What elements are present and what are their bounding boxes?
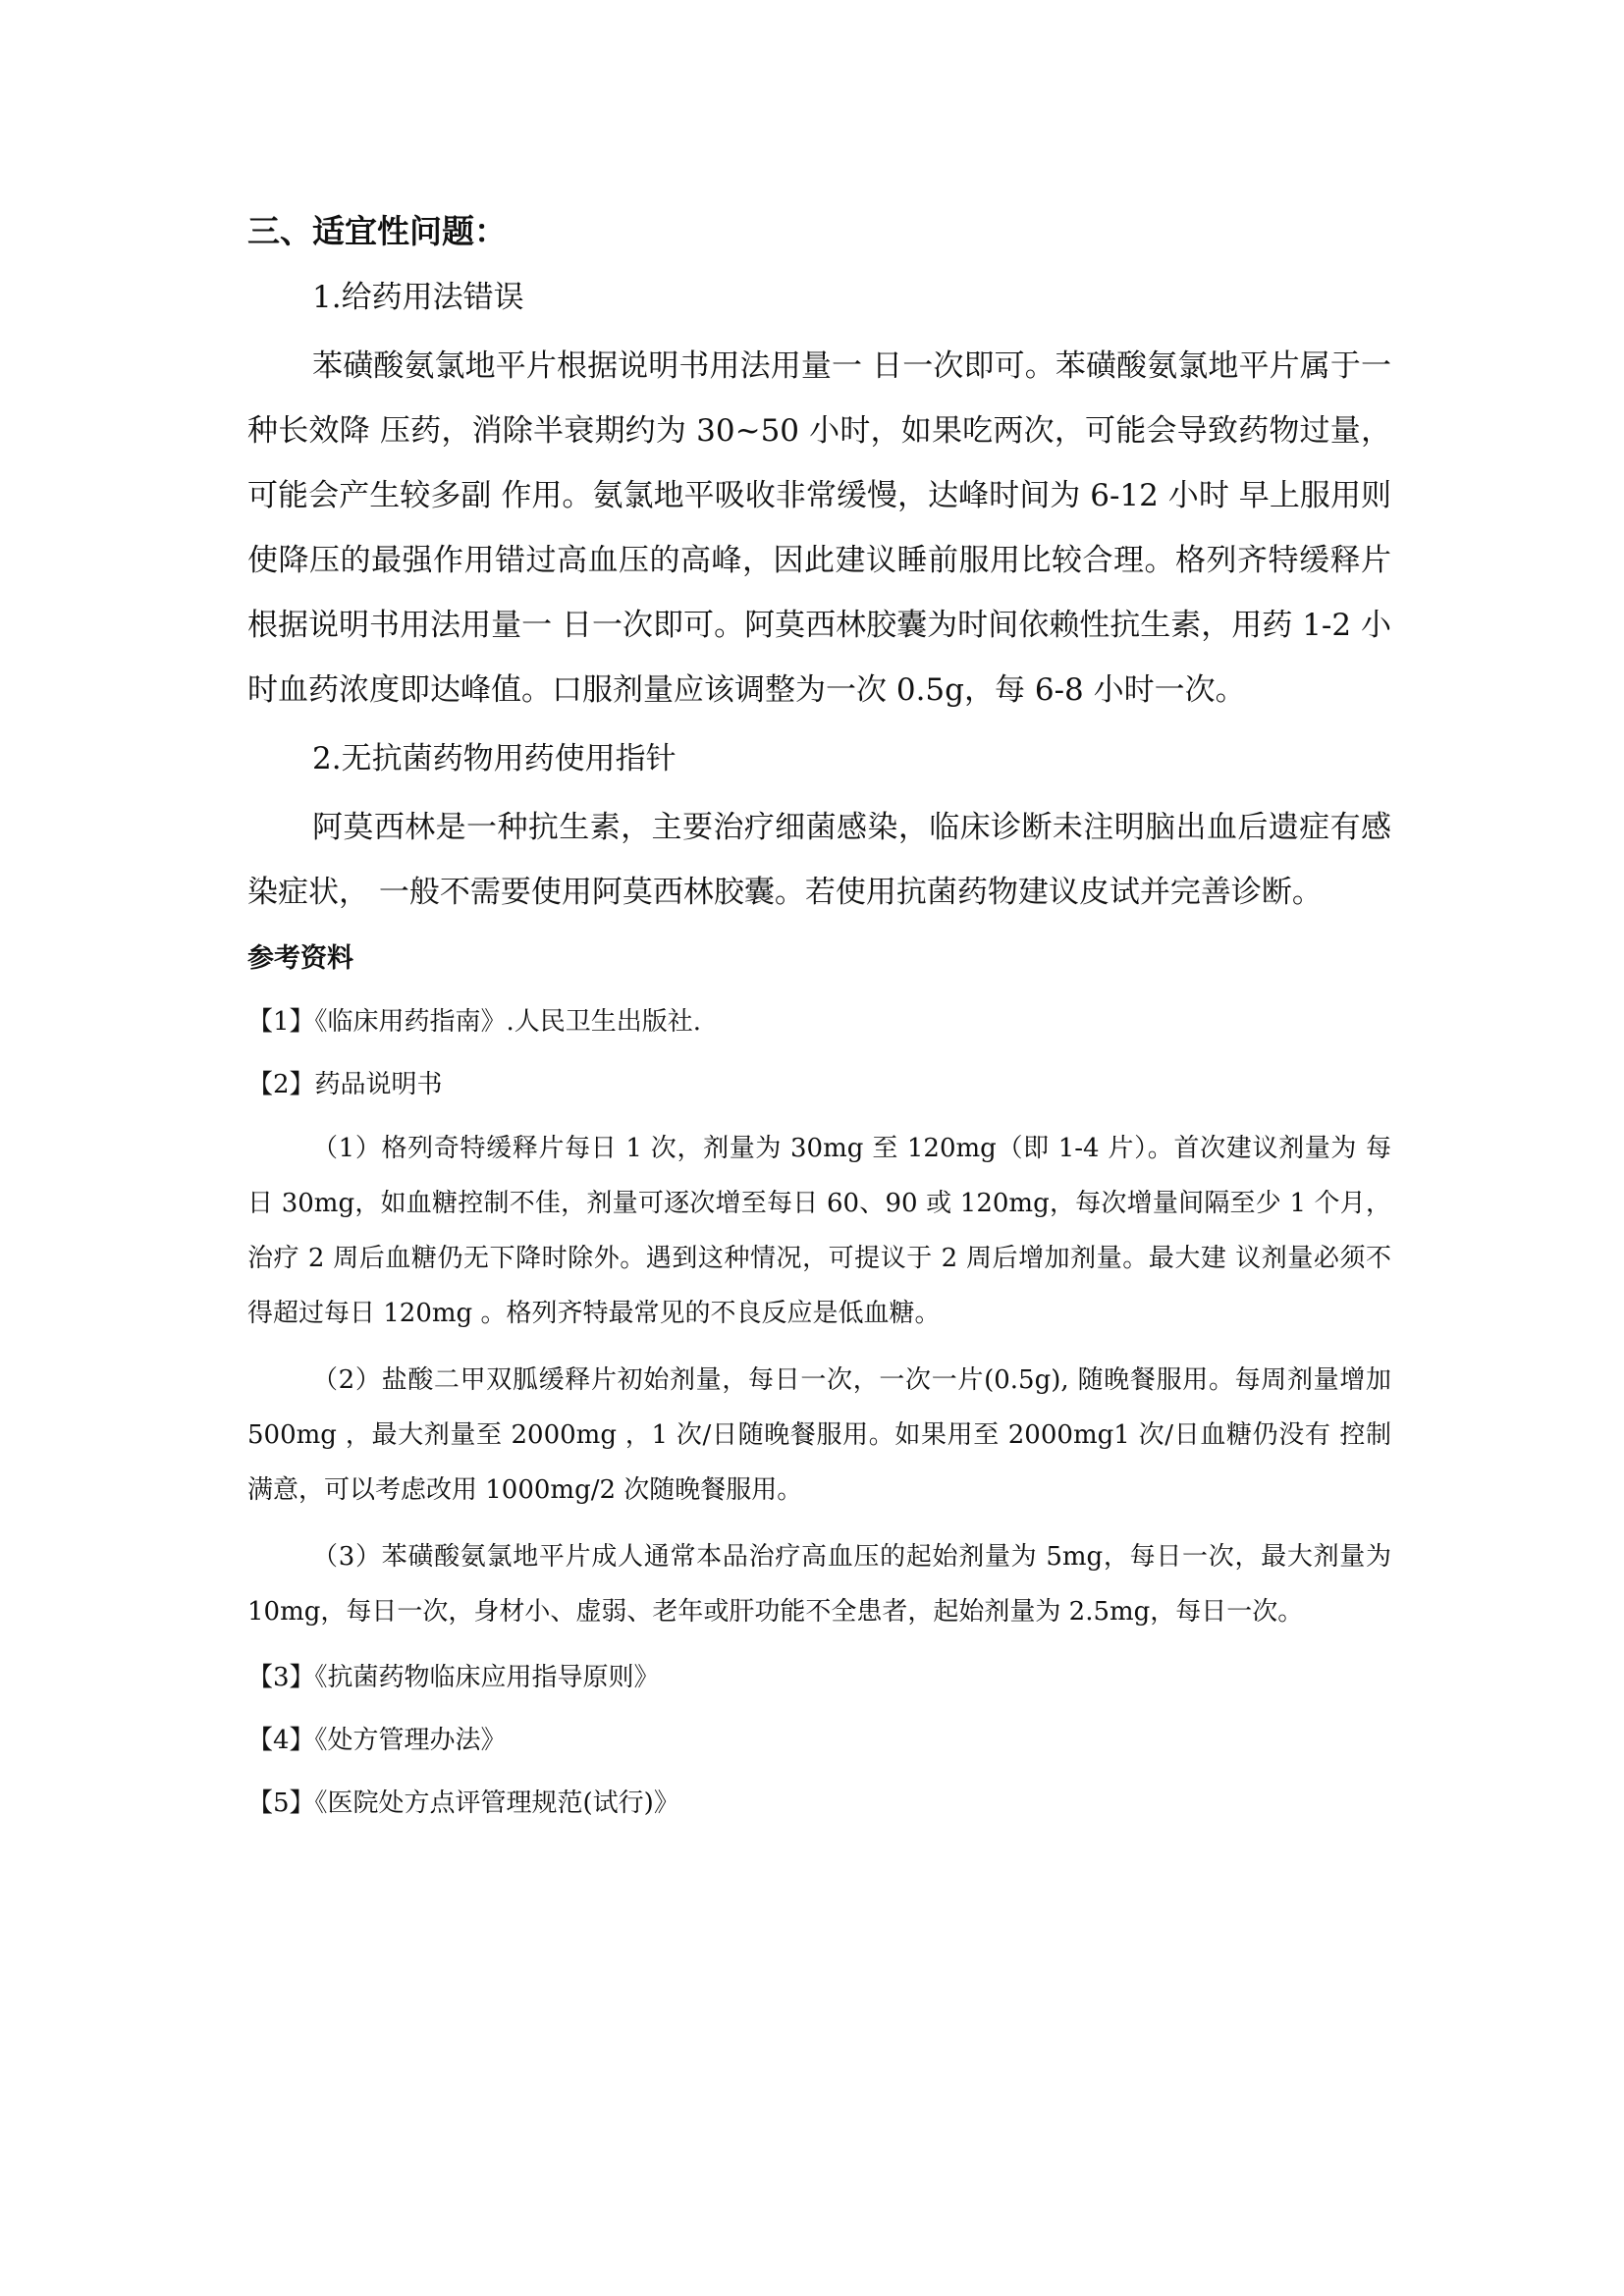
reference-detail-amlodipine: （3）苯磺酸氨氯地平片成人通常本品治疗高血压的起始剂量为 5mg，每日一次，最大剂量为 10mg，每日一次，身材小、虚弱、老年或肝功能不全患者，起始剂量为 2.5mg，每日一次。 <box>247 1542 1391 1627</box>
issue-paragraph-dosing-error: 苯磺酸氨氯地平片根据说明书用法用量一 日一次即可。苯磺酸氨氯地平片属于一种长效降 压药，消除半衰期约为 30~50 小时，如果吃两次，可能会导致药物过量，可能会产生较多副 作用。氨氯地平吸收非常缓慢，达峰时间为 6-12 小时 早上服用则使降压的最强作用错过高血压的高峰，因此建议睡前服用比较合理。格列齐特缓释片根据说明书用法用量一 日一次即可。阿莫西林胶囊为时间依赖性抗生素，用药 1-2 小时血药浓度即达峰值。口服剂量应该调整为一次 0.5g，每 6-8 小时一次。 <box>247 348 1391 708</box>
reference-item-2: 【2】药品说明书 <box>247 1070 443 1099</box>
issue-heading-dosing-error: 1.给药用法错误 <box>312 280 524 315</box>
reference-item-1: 【1】《临床用药指南》.人民卫生出版社. <box>247 1007 702 1037</box>
issue-paragraph-no-antibiotic-indication: 阿莫西林是一种抗生素，主要治疗细菌感染，临床诊断未注明脑出血后遗症有感染症状， 一般不需要使用阿莫西林胶囊。若使用抗菌药物建议皮试并完善诊断。 <box>247 810 1391 910</box>
reference-detail-metformin: （2）盐酸二甲双胍缓释片初始剂量，每日一次，一次一片(0.5g), 随晚餐服用。每周剂量增加 500mg ，最大剂量至 2000mg ，1 次/日随晚餐服用。如果用至 2000mg1 次/日血糖仍没有 控制满意，可以考虑改用 1000mg/2 次随晚餐服用。 <box>247 1365 1391 1505</box>
reference-item-4: 【4】《处方管理办法》 <box>247 1726 507 1755</box>
document-page <box>247 204 1391 1840</box>
reference-detail-gliclazide: （1）格列奇特缓释片每日 1 次，剂量为 30mg 至 120mg（即 1-4 片）。首次建议剂量为 每日 30mg，如血糖控制不佳，剂量可逐次增至每日 60、90 或 120mg，每次增量间隔至少 1 个月，治疗 2 周后血糖仍无下降时除外。遇到这种情况，可提议于 2 周后增加剂量。最大建 议剂量必须不得超过每日 120mg 。格列齐特最常见的不良反应是低血糖。 <box>247 1134 1391 1328</box>
issue-heading-no-antibiotic-indication: 2.无抗菌药物用药使用指针 <box>312 741 677 776</box>
reference-item-5: 【5】《医院处方点评管理规范(试行)》 <box>247 1789 679 1818</box>
reference-item-3: 【3】《抗菌药物临床应用指导原则》 <box>247 1663 660 1692</box>
references-heading: 参考资料 <box>247 943 353 974</box>
section-title: 三、适宜性问题： <box>247 212 507 250</box>
